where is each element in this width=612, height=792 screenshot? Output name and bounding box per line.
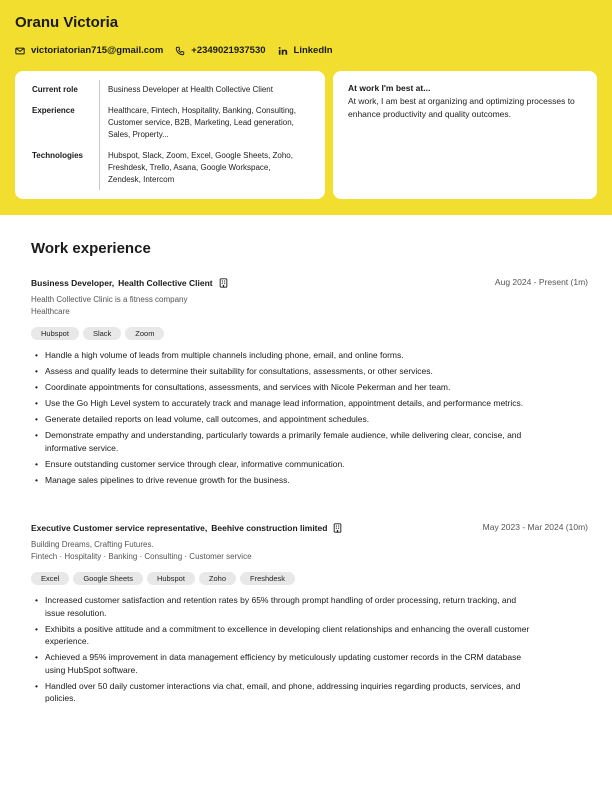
skill-tag: Hubspot [147,572,195,585]
phone-contact[interactable] [175,45,265,56]
skill-tags [31,327,588,340]
skill-tags [31,572,588,585]
skill-tag: Zoom [125,327,164,340]
job-company-description [31,294,588,317]
skill-tag: Google Sheets [73,572,143,585]
job-title: Business Developer, [31,278,115,288]
bullet-item: • Exhibits a positive attitude and a commitment to excellence in developing client relationships and enhancing the overall customer experience. [31,623,531,648]
bullet-item: • Handle a high volume of leads from multiple channels including phone, email, and online forms. [31,349,531,362]
summary-value: Business Developer at Health Collective Client [108,85,273,94]
bullet-item: • Handled over 50 daily customer interactions via chat, email, and phone, addressing inquiries regarding products, services, and policies. [31,680,531,705]
bullet-item: • Coordinate appointments for consultations, assessments, and services with Nicole Pekerman and her team. [31,381,531,394]
job-entry [31,521,588,708]
linkedin-contact[interactable] [278,45,333,56]
bullet-item: • Demonstrate empathy and understanding, particularly towards a primarily female audience, while delivering clear, concise, and informative service. [31,429,531,454]
contact-bar [15,45,345,56]
job-company: Health Collective Client [118,278,213,288]
job-header [31,521,588,535]
work-experience-heading: Work experience [31,240,151,257]
candidate-name: Oranu Victoria [15,14,119,31]
linkedin-link[interactable]: LinkedIn [293,45,333,56]
job-company: Beehive construction limited [211,523,328,533]
linkedin-icon [278,46,288,56]
at-work-card [333,71,597,199]
summary-value: Hubspot, Slack, Zoom, Excel, Google Sheets, Zoho, Freshdesk, Trello, Asana, Google Workspace, Zendesk, Intercom [108,151,293,184]
bullet-item: • Manage sales pipelines to drive revenue growth for the business. [31,474,531,487]
company-industries: Healthcare [31,306,70,316]
email-contact[interactable] [15,45,163,56]
job-date: May 2023 - Mar 2024 (10m) [482,522,588,532]
bullet-item: • Ensure outstanding customer service through clear, informative communication. [31,458,531,471]
job-entry [31,276,588,490]
company-tagline: Health Collective Clinic is a fitness company [31,295,188,304]
profile-header [0,0,612,215]
skill-tag: Excel [31,572,69,585]
building-icon [333,523,342,533]
bullet-item: • Use the Go High Level system to accurately track and manage lead information, appointment details, and performance metrics. [31,397,531,410]
job-company-description [31,539,588,562]
email-link[interactable]: victoriatorian715@gmail.com [31,45,164,56]
skill-tag: Zoho [199,572,236,585]
company-tagline: Building Dreams, Crafting Futures. [31,540,154,549]
bullet-item: • Increased customer satisfaction and retention rates by 65% through prompt handling of order processing, return tracking, and issue resolution. [31,594,531,619]
summary-row-experience [15,105,299,141]
building-icon [219,278,228,288]
summary-value: Healthcare, Fintech, Hospitality, Banking, Consulting, Customer service, B2B, Marketing, Lead generation, Sales, Property... [108,106,296,139]
at-work-text: At work, I am best at organizing and optimizing processes to enhance productivity and quality outcomes. [348,96,575,119]
job-header [31,276,588,290]
bullet-item: • Generate detailed reports on lead volume, call outcomes, and appointment schedules. [31,413,531,426]
summary-card [15,71,325,199]
summary-row-technologies [15,150,299,186]
summary-label: Technologies [32,151,83,160]
skill-tag: Hubspot [31,327,79,340]
bullet-item: • Achieved a 95% improvement in data management efficiency by meticulously updating customer records in the CRM database using HubSpot software. [31,651,531,676]
job-bullets [31,349,531,486]
job-bullets [31,594,531,705]
phone-link[interactable]: +2349021937530 [191,45,266,56]
summary-label: Current role [32,85,78,94]
summary-label: Experience [32,106,75,115]
skill-tag: Slack [83,327,121,340]
bullet-item: • Assess and qualify leads to determine their suitability for consultations, assessments, or other services. [31,365,531,378]
phone-icon [175,46,185,56]
summary-row-current-role [15,84,299,96]
mail-icon [15,46,25,56]
job-title: Executive Customer service representative, [31,523,208,533]
job-date: Aug 2024 - Present (1m) [494,277,588,287]
at-work-title: At work I'm best at... [348,83,431,93]
skill-tag: Freshdesk [240,572,295,585]
company-industries: Fintech · Hospitality · Banking · Consulting · Customer service [31,551,252,561]
